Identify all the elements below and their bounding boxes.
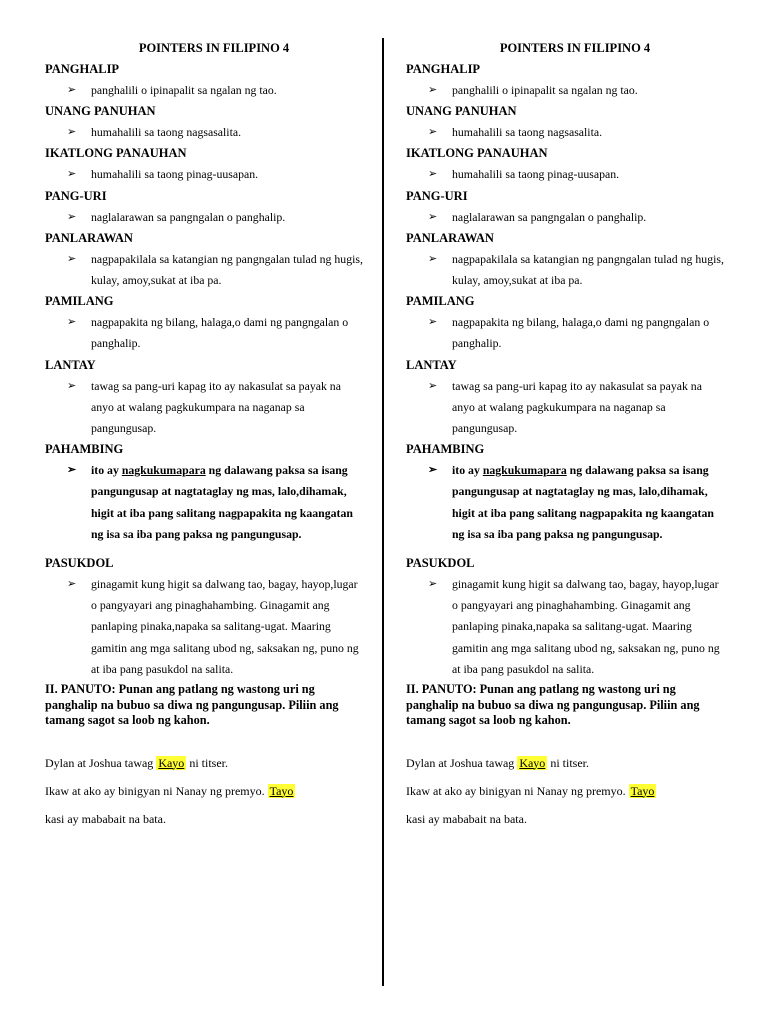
bullet-item — [406, 312, 724, 354]
bullet-text: humahalili sa taong pinag-uusapan. — [91, 167, 259, 182]
arrow-bullet-icon: ➢ — [67, 464, 77, 477]
bullet-text: ginagamit kung higit sa dalwang tao, bagay, hayop,lugar o pangyayari ang pinaghahambing. Ginagamit ang panlaping pinaka,napaka sa salitang-ugat. Maaring gamitin ang mga salitang ubod ng, saksakan ng, puno ng at iba pang pasukdol na salita. — [452, 577, 720, 676]
bullet-text-underlined: nagkukumapara — [482, 463, 567, 478]
answer-highlight: Tayo — [269, 783, 294, 798]
section-pamilang — [406, 291, 724, 354]
bullet-item — [45, 574, 363, 680]
bullet-text: nagpapakilala sa katangian ng pangngalan tulad ng hugis, kulay, amoy,sukat at iba pa. — [452, 251, 724, 288]
bullet-text: panghalili o ipinapalit sa ngalan ng tao. — [91, 83, 277, 97]
bullet-text-underlined: nagkukumapara — [121, 463, 206, 478]
bullet-text-post: ng dalawang paksa sa isang pangungusap at nagtataglay ng mas, lalo,dihamak, higit at iba pang salitang nagpapakita ng kaangatan ng isa sa iba pang paksa ng pangungusap. — [91, 463, 353, 541]
section-pahambing — [406, 439, 724, 545]
arrow-bullet-icon: ➢ — [428, 464, 438, 477]
column-divider — [382, 38, 384, 986]
bullet-item — [45, 80, 363, 101]
section-head: PAMILANG — [406, 294, 475, 309]
section-lantay — [406, 355, 724, 440]
section-head: IKATLONG PANAUHAN — [406, 146, 548, 161]
bullet-text: naglalarawan sa pangngalan o panghalip. — [452, 209, 647, 224]
bullet-item — [45, 122, 363, 143]
section-unang-panuhan — [406, 101, 724, 143]
section-head: PAHAMBING — [406, 442, 485, 457]
arrow-bullet-icon: ➢ — [428, 316, 438, 329]
section-head: PANGHALIP — [406, 62, 481, 76]
arrow-bullet-icon: ➢ — [428, 252, 438, 265]
bullet-item — [45, 207, 363, 228]
answer-highlight: Kayo — [519, 755, 546, 770]
section-pahambing — [45, 439, 363, 545]
section-head: PANLARAWAN — [45, 230, 133, 245]
bullet-text: panghalili o ipinapalit sa ngalan ng tao. — [452, 83, 638, 97]
page-title: POINTERS IN FILIPINO 4 — [499, 41, 651, 55]
section-head: PASUKDOL — [45, 556, 114, 571]
bullet-item — [406, 376, 724, 440]
bullet-item — [45, 376, 363, 440]
bullet-text: nagpapakilala sa katangian ng pangngalan tulad ng hugis, kulay, amoy,sukat at iba pa. — [91, 251, 363, 288]
example-text: Dylan at Joshua tawag — [45, 755, 157, 770]
section-head: PASUKDOL — [406, 556, 475, 571]
example-text: Dylan at Joshua tawag — [406, 755, 518, 770]
bullet-item — [406, 207, 724, 228]
example-sentence-1 — [406, 755, 724, 771]
section-head: LANTAY — [45, 357, 96, 372]
section-head: IKATLONG PANAUHAN — [45, 146, 187, 161]
answer-highlight: Kayo — [158, 755, 185, 770]
bullet-text-post: ng dalawang paksa sa isang pangungusap at nagtataglay ng mas, lalo,dihamak, higit at iba pang salitang nagpapakita ng kaangatan ng isa sa iba pang paksa ng pangungusap. — [452, 463, 714, 541]
bullet-text-pre: ito ay — [91, 463, 122, 478]
section-panlarawan — [406, 228, 724, 291]
section-head: PANLARAWAN — [406, 230, 494, 245]
section-head: PAHAMBING — [45, 442, 124, 457]
section-lantay — [45, 355, 363, 440]
section-pasukdol — [406, 553, 724, 680]
panuto-instructions: II. PANUTO: Punan ang patlang ng wastong uri ng panghalip na bubuo sa diwa ng pangungusap. Piliin ang tamang sagot sa loob ng kahon. — [45, 682, 339, 728]
section-head: PAMILANG — [45, 294, 114, 309]
bullet-item — [406, 249, 724, 291]
bullet-item — [45, 164, 363, 185]
example-sentence-2 — [406, 783, 724, 799]
bullet-text: tawag sa pang-uri kapag ito ay nakasulat sa payak na anyo at walang pagkukumpara na naganap sa pangungusap. — [91, 378, 341, 436]
arrow-bullet-icon: ➢ — [428, 379, 438, 392]
example-text: ni titser. — [186, 755, 228, 770]
bullet-item — [406, 460, 724, 545]
left-column — [45, 38, 363, 827]
bullet-item — [45, 460, 363, 545]
section-pang-uri — [406, 186, 724, 228]
bullet-item — [406, 164, 724, 185]
example-text: Ikaw at ako ay binigyan ni Nanay ng premyo. — [45, 783, 268, 798]
bullet-text: humahalili sa taong pinag-uusapan. — [452, 167, 620, 182]
arrow-bullet-icon: ➢ — [67, 316, 77, 329]
bullet-text: ginagamit kung higit sa dalwang tao, bagay, hayop,lugar o pangyayari ang pinaghahambing. Ginagamit ang panlaping pinaka,napaka sa salitang-ugat. Maaring gamitin ang mga salitang ubod ng, saksakan ng, puno ng at iba pang pasukdol na salita. — [91, 577, 359, 676]
answer-highlight: Tayo — [630, 783, 655, 798]
bullet-text: nagpapakita ng bilang, halaga,o dami ng pangngalan o panghalip. — [452, 315, 710, 351]
section-pang-uri — [45, 186, 363, 228]
bullet-text: humahalili sa taong nagsasalita. — [452, 125, 603, 140]
arrow-bullet-icon: ➢ — [428, 578, 438, 591]
section-unang-panuhan — [45, 101, 363, 143]
section-pasukdol — [45, 553, 363, 680]
example-sentence-2 — [45, 783, 363, 799]
arrow-bullet-icon: ➢ — [428, 126, 438, 139]
section-head: UNANG PANUHAN — [45, 104, 156, 119]
bullet-item — [406, 80, 724, 101]
bullet-text-pre: ito ay — [452, 463, 483, 478]
arrow-bullet-icon: ➢ — [67, 84, 77, 96]
page-title: POINTERS IN FILIPINO 4 — [138, 41, 290, 55]
section-panghalip — [406, 59, 724, 101]
example-sentence-2-cont: kasi ay mababait na bata. — [45, 811, 166, 826]
bullet-text: naglalarawan sa pangngalan o panghalip. — [91, 209, 286, 224]
section-head: UNANG PANUHAN — [406, 104, 517, 119]
example-text: ni titser. — [547, 755, 589, 770]
arrow-bullet-icon: ➢ — [67, 379, 77, 392]
section-panlarawan — [45, 228, 363, 291]
bullet-item — [406, 122, 724, 143]
example-text: Ikaw at ako ay binigyan ni Nanay ng premyo. — [406, 783, 629, 798]
arrow-bullet-icon: ➢ — [428, 84, 438, 96]
section-head: PANGHALIP — [45, 62, 120, 76]
section-head: PANG-URI — [45, 188, 107, 203]
arrow-bullet-icon: ➢ — [67, 578, 77, 591]
arrow-bullet-icon: ➢ — [67, 126, 77, 139]
bullet-text: nagpapakita ng bilang, halaga,o dami ng pangngalan o panghalip. — [91, 315, 349, 351]
bullet-item — [45, 312, 363, 354]
section-ikatlong-panauhan — [406, 143, 724, 185]
panuto-instructions: II. PANUTO: Punan ang patlang ng wastong uri ng panghalip na bubuo sa diwa ng pangungusap. Piliin ang tamang sagot sa loob ng kahon. — [406, 682, 700, 728]
bullet-text: tawag sa pang-uri kapag ito ay nakasulat sa payak na anyo at walang pagkukumpara na naganap sa pangungusap. — [452, 378, 702, 436]
right-column — [406, 38, 724, 827]
section-head: LANTAY — [406, 357, 457, 372]
example-sentence-2-cont: kasi ay mababait na bata. — [406, 811, 527, 826]
arrow-bullet-icon: ➢ — [428, 210, 438, 223]
arrow-bullet-icon: ➢ — [67, 252, 77, 265]
section-head: PANG-URI — [406, 188, 468, 203]
section-panghalip — [45, 59, 363, 101]
arrow-bullet-icon: ➢ — [428, 168, 438, 181]
example-sentence-1 — [45, 755, 363, 771]
bullet-text: humahalili sa taong nagsasalita. — [91, 125, 242, 140]
bullet-item — [406, 574, 724, 680]
bullet-item — [45, 249, 363, 291]
arrow-bullet-icon: ➢ — [67, 168, 77, 181]
section-pamilang — [45, 291, 363, 354]
section-ikatlong-panauhan — [45, 143, 363, 185]
arrow-bullet-icon: ➢ — [67, 210, 77, 223]
